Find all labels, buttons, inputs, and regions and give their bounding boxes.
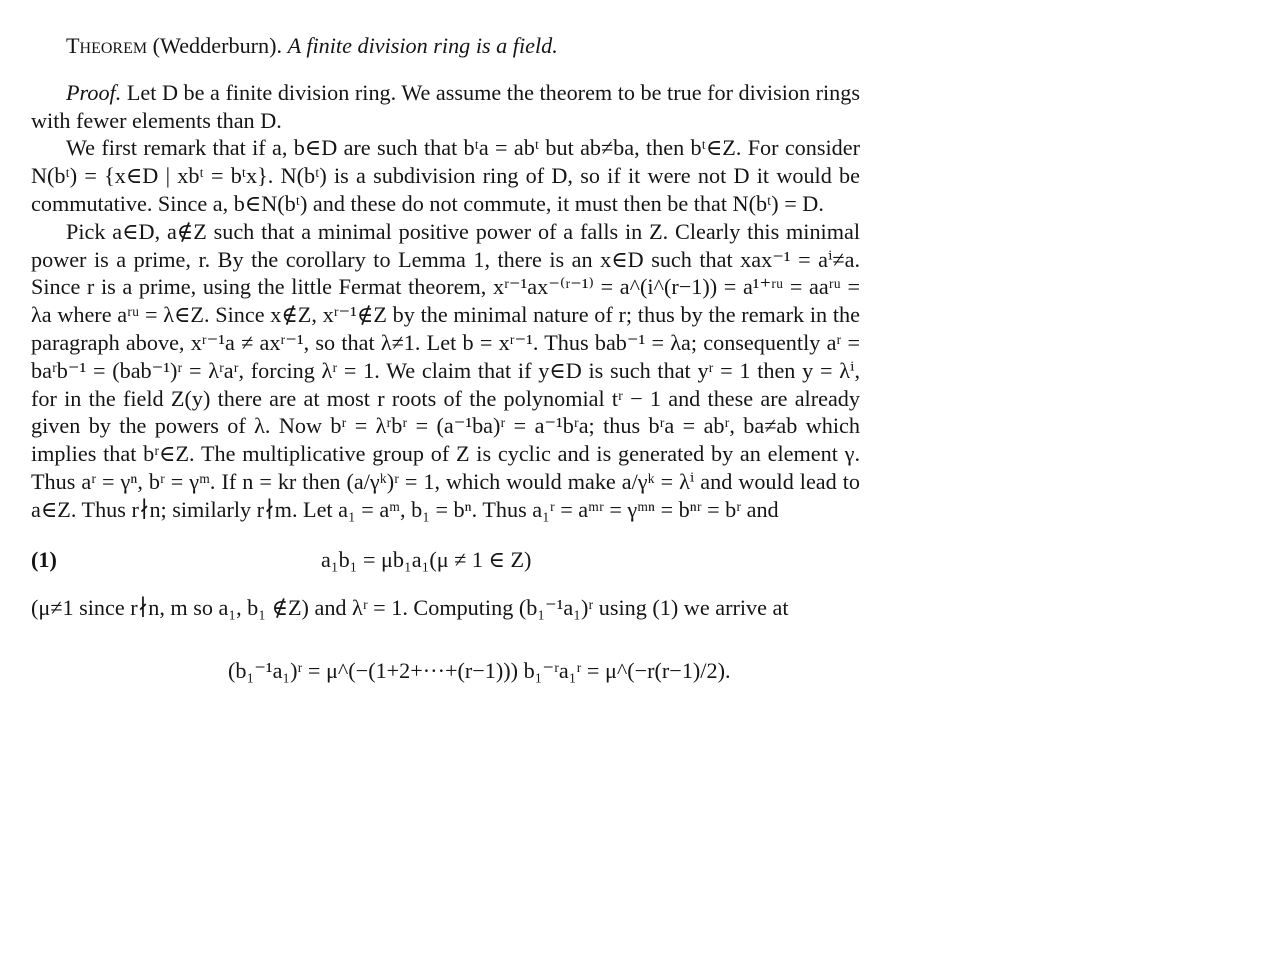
theorem-label: Theorem: [66, 33, 148, 58]
proof-paragraph-1: [31, 79, 860, 135]
proof-paragraph-3: Pick a∈D, a∉Z such that a minimal positive power of a falls in Z. Clearly this minimal power is a prime, r. By the corollary to Lemma 1, there is an x∈D such that xax⁻¹ = aⁱ≠a. Since r is a prime, using the little Fermat theorem, xʳ⁻¹ax⁻⁽ʳ⁻¹⁾ = a^(i^(r−1)) = a¹⁺ʳᵘ = aaʳᵘ = λa where aʳᵘ = λ∈Z. Since x∉Z, xʳ⁻¹∉Z by the minimal nature of r; thus by the remark in the paragraph above, xʳ⁻¹a ≠ axʳ⁻¹, so that λ≠1. Let b = xʳ⁻¹. Thus bab⁻¹ = λa; consequently aʳ = baʳb⁻¹ = (bab⁻¹)ʳ = λʳaʳ, forcing λʳ = 1. We claim that if y∈D is such that yʳ = 1 then y = λⁱ, for in the field Z(y) there are at most r roots of the polynomial tʳ − 1 and these are already given by the powers of λ. Now bʳ = λʳbʳ = (a⁻¹ba)ʳ = a⁻¹bʳa; thus bʳa = abʳ, ba≠ab which implies that bʳ∈Z. The multiplicative group of Z is cyclic and is generated by an element γ. Thus aʳ = γⁿ, bʳ = γᵐ. If n = kr then (a/γᵏ)ʳ = 1, which would make a/γᵏ = λⁱ and would lead to a∈Z. Thus r∤n; similarly r∤m. Let a₁ = aᵐ, b₁ = bⁿ. Thus a₁ʳ = aᵐʳ = γᵐⁿ = bⁿʳ = bʳ and: [31, 218, 860, 522]
proof-label: Proof.: [66, 79, 122, 105]
theorem-text: A finite division ring is a field.: [287, 33, 558, 58]
equation-1-body: a₁b₁ = μb₁a₁(μ ≠ 1 ∈ Z): [321, 546, 532, 572]
theorem-attribution: (Wedderburn).: [152, 33, 283, 58]
equation-1-label: (1): [31, 546, 57, 572]
equation-2-body: (b₁⁻¹a₁)ʳ = μ^(−(1+2+···+(r−1))) b₁⁻ʳa₁ʳ = μ^(−r(r−1)/2).: [228, 658, 731, 684]
proof-paragraph-2: We first remark that if a, b∈D are such that bᵗa = abᵗ but ab≠ba, then bᵗ∈Z. For consider N(bᵗ) = {x∈D | xbᵗ = bᵗx}. N(bᵗ) is a subdivision ring of D, so if it were not D it would be commutative. Since a, b∈N(bᵗ) and these do not commute, it must then be that N(bᵗ) = D.: [31, 135, 860, 216]
proof-paragraph-1-text: Let D be a finite division ring. We assume the theorem to be true for division rings with fewer elements than D.: [31, 79, 860, 133]
page: [31, 32, 860, 701]
equation-1: [31, 536, 860, 584]
proof-paragraph-4: (μ≠1 since r∤n, m so a₁, b₁ ∉Z) and λʳ = 1. Computing (b₁⁻¹a₁)ʳ using (1) we arrive at: [31, 594, 789, 620]
equation-2: [31, 651, 860, 701]
theorem-statement: [66, 32, 860, 60]
